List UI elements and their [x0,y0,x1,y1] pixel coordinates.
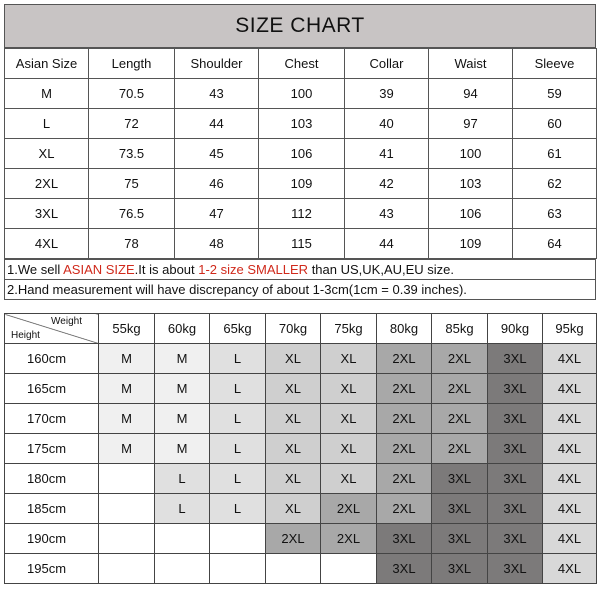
size-cell: M [99,404,155,434]
size-cell: XL [266,494,321,524]
size-cell: 2XL [432,374,488,404]
weight-header-cell: 55kg [99,314,155,344]
size-cell: XL [321,374,377,404]
table-cell: 103 [429,169,513,199]
size-chart-header-row [5,49,597,79]
grid-corner-cell [5,314,99,344]
table-cell: 106 [429,199,513,229]
size-cell [99,524,155,554]
table-cell: Waist [429,49,513,79]
size-cell: 4XL [543,344,597,374]
size-cell: 2XL [377,434,432,464]
grid-row [5,554,597,584]
note-asian-size [4,259,596,280]
size-chart-row [5,79,597,109]
table-cell: 42 [345,169,429,199]
size-cell: 2XL [432,344,488,374]
size-chart-row [5,139,597,169]
size-cell: M [155,344,210,374]
size-cell: 2XL [321,494,377,524]
table-cell: Collar [345,49,429,79]
size-cell: XL [266,344,321,374]
height-label-cell: 185cm [5,494,99,524]
size-cell: 4XL [543,404,597,434]
size-cell: 2XL [377,494,432,524]
grid-row [5,374,597,404]
table-cell: 47 [175,199,259,229]
height-label-cell: 165cm [5,374,99,404]
size-chart-title: SIZE CHART [4,4,596,48]
size-cell: L [210,344,266,374]
table-cell: 100 [429,139,513,169]
table-cell: 100 [259,79,345,109]
table-cell: 44 [175,109,259,139]
table-cell: 112 [259,199,345,229]
table-cell: 45 [175,139,259,169]
grid-row [5,524,597,554]
table-cell: 59 [513,79,597,109]
size-cell: M [99,374,155,404]
height-label-cell: 180cm [5,464,99,494]
grid-row [5,404,597,434]
size-cell: M [155,434,210,464]
size-chart-row [5,169,597,199]
table-cell: 97 [429,109,513,139]
size-cell [155,524,210,554]
table-cell: 103 [259,109,345,139]
size-cell [266,554,321,584]
size-cell: M [155,374,210,404]
size-cell: L [210,404,266,434]
size-cell [99,494,155,524]
table-cell: 39 [345,79,429,109]
table-cell: 4XL [5,229,89,259]
size-cell: 2XL [377,464,432,494]
note-highlight-asian-size: ASIAN SIZE [63,262,135,277]
table-cell: Sleeve [513,49,597,79]
size-cell: 3XL [488,524,543,554]
table-cell: XL [5,139,89,169]
size-cell: XL [266,434,321,464]
size-cell: XL [266,374,321,404]
grid-row [5,344,597,374]
table-cell: 44 [345,229,429,259]
table-cell: 109 [429,229,513,259]
table-cell: 115 [259,229,345,259]
size-cell: 3XL [432,494,488,524]
weight-header-cell: 60kg [155,314,210,344]
size-cell: XL [266,464,321,494]
table-cell: 40 [345,109,429,139]
size-chart-row [5,229,597,259]
grid-row [5,434,597,464]
note-text: .It is about [134,262,199,277]
table-cell: L [5,109,89,139]
size-cell: 3XL [488,464,543,494]
height-label-cell: 175cm [5,434,99,464]
size-cell: 4XL [543,524,597,554]
table-cell: 64 [513,229,597,259]
size-cell: XL [266,404,321,434]
weight-header-cell: 65kg [210,314,266,344]
size-cell: 2XL [266,524,321,554]
height-label-cell: 190cm [5,524,99,554]
size-cell: XL [321,404,377,434]
height-label-cell: 170cm [5,404,99,434]
table-cell: 43 [175,79,259,109]
size-cell: 3XL [488,554,543,584]
table-cell: 2XL [5,169,89,199]
corner-height-label: Height [11,330,40,341]
weight-height-grid [4,313,597,584]
size-cell [155,554,210,584]
note-measurement: 2.Hand measurement will have discrepancy of about 1-3cm(1cm = 0.39 inches). [4,279,596,300]
size-cell: 4XL [543,464,597,494]
table-cell: 94 [429,79,513,109]
table-cell: 3XL [5,199,89,229]
size-cell: XL [321,464,377,494]
table-cell: 70.5 [89,79,175,109]
size-cell [210,524,266,554]
table-cell: 60 [513,109,597,139]
weight-header-cell: 90kg [488,314,543,344]
table-cell: 61 [513,139,597,169]
size-cell: 4XL [543,434,597,464]
table-cell: Asian Size [5,49,89,79]
note-text: 1.We sell [7,262,64,277]
size-cell: 3XL [377,524,432,554]
size-cell: 2XL [377,374,432,404]
table-cell: 109 [259,169,345,199]
size-cell: 2XL [321,524,377,554]
table-cell: 76.5 [89,199,175,229]
size-cell: 3XL [432,524,488,554]
table-cell: 63 [513,199,597,229]
table-cell: 72 [89,109,175,139]
size-cell [321,554,377,584]
table-cell: Length [89,49,175,79]
table-cell: 48 [175,229,259,259]
size-cell: 2XL [432,404,488,434]
size-cell: 3XL [488,344,543,374]
table-cell: M [5,79,89,109]
size-cell: L [155,464,210,494]
table-cell: Chest [259,49,345,79]
size-cell: 3XL [488,404,543,434]
size-cell: XL [321,434,377,464]
size-cell: 4XL [543,554,597,584]
table-cell: 41 [345,139,429,169]
note-text: than US,UK,AU,EU size. [308,262,455,277]
note-highlight-smaller: 1-2 size SMALLER [198,262,309,277]
size-cell: 2XL [377,404,432,434]
size-cell: L [155,494,210,524]
size-chart-row [5,199,597,229]
size-cell: 2XL [432,434,488,464]
height-label-cell: 195cm [5,554,99,584]
weight-header-cell: 70kg [266,314,321,344]
size-cell [99,464,155,494]
size-cell: 2XL [377,344,432,374]
size-cell: L [210,464,266,494]
size-cell: 3XL [488,434,543,464]
size-chart-table [4,48,597,259]
weight-header-cell: 95kg [543,314,597,344]
table-cell: 73.5 [89,139,175,169]
grid-row [5,464,597,494]
table-cell: 43 [345,199,429,229]
size-cell: 4XL [543,494,597,524]
table-cell: 78 [89,229,175,259]
size-cell: L [210,374,266,404]
size-cell: 3XL [432,554,488,584]
size-cell: XL [321,344,377,374]
table-cell: 46 [175,169,259,199]
size-cell: 3XL [488,494,543,524]
size-cell: 4XL [543,374,597,404]
weight-header-cell: 75kg [321,314,377,344]
table-cell: 75 [89,169,175,199]
size-cell: 3XL [377,554,432,584]
size-cell: 3XL [488,374,543,404]
size-cell: M [99,344,155,374]
weight-header-cell: 85kg [432,314,488,344]
size-cell: M [99,434,155,464]
grid-row [5,494,597,524]
table-cell: Shoulder [175,49,259,79]
height-label-cell: 160cm [5,344,99,374]
size-cell: L [210,494,266,524]
grid-header-row [5,314,597,344]
corner-weight-label: Weight [51,316,82,327]
size-cell: L [210,434,266,464]
weight-header-cell: 80kg [377,314,432,344]
size-cell [99,554,155,584]
size-chart-row [5,109,597,139]
size-cell [210,554,266,584]
size-cell: 3XL [432,464,488,494]
table-cell: 106 [259,139,345,169]
size-cell: M [155,404,210,434]
table-cell: 62 [513,169,597,199]
